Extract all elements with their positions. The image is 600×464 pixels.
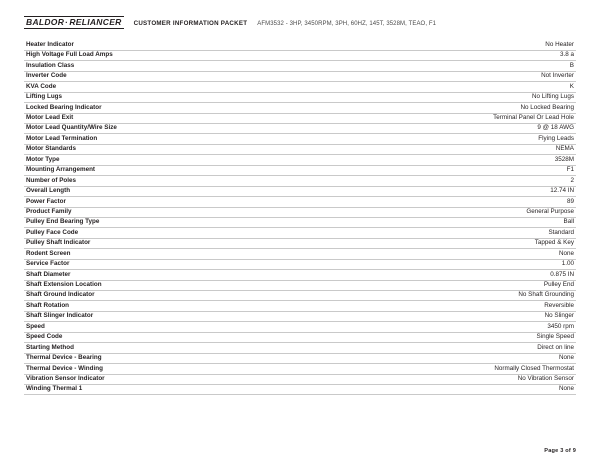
table-row: [24, 134, 576, 144]
spec-label: Insulation Class: [24, 61, 366, 71]
spec-value: None: [366, 384, 576, 394]
spec-value: F1: [366, 165, 576, 175]
spec-label: Heater Indicator: [24, 40, 366, 50]
spec-label: Starting Method: [24, 343, 366, 353]
spec-value: Terminal Panel Or Lead Hole: [366, 113, 576, 123]
table-row: [24, 259, 576, 269]
spec-value: 1.00: [366, 259, 576, 269]
table-row: [24, 92, 576, 102]
spec-label: Lifting Lugs: [24, 92, 366, 102]
spec-label: KVA Code: [24, 82, 366, 92]
spec-label: Service Factor: [24, 259, 366, 269]
spec-value: Pulley End: [366, 280, 576, 290]
table-row: [24, 50, 576, 60]
table-row: [24, 332, 576, 342]
table-row: [24, 238, 576, 248]
spec-value: Reversible: [366, 301, 576, 311]
spec-label: Pulley End Bearing Type: [24, 217, 366, 227]
table-row: [24, 280, 576, 290]
table-row: [24, 124, 576, 134]
document-header: [24, 16, 576, 34]
spec-label: Pulley Face Code: [24, 228, 366, 238]
spec-value: NEMA: [366, 144, 576, 154]
spec-value: 3450 rpm: [366, 322, 576, 332]
table-row: [24, 301, 576, 311]
spec-label: Mounting Arrangement: [24, 165, 366, 175]
page-number: Page 3 of 9: [544, 448, 576, 454]
spec-label: Winding Thermal 1: [24, 384, 366, 394]
spec-label: Number of Poles: [24, 176, 366, 186]
spec-label: Overall Length: [24, 186, 366, 196]
table-row: [24, 384, 576, 394]
table-row: [24, 103, 576, 113]
table-row: [24, 186, 576, 196]
table-row: [24, 374, 576, 384]
spec-label: Speed Code: [24, 332, 366, 342]
spec-label: Locked Bearing Indicator: [24, 103, 366, 113]
brand-separator-icon: ·: [65, 17, 69, 27]
baldor-reliance-logo: [24, 16, 124, 29]
table-row: [24, 217, 576, 227]
table-row: [24, 176, 576, 186]
table-row: [24, 291, 576, 301]
spec-label: Vibration Sensor Indicator: [24, 374, 366, 384]
table-row: [24, 343, 576, 353]
packet-title: CUSTOMER INFORMATION PACKET: [133, 20, 248, 27]
spec-value: Standard: [366, 228, 576, 238]
spec-label: Shaft Ground Indicator: [24, 291, 366, 301]
table-row: [24, 71, 576, 81]
spec-label: Shaft Slinger Indicator: [24, 311, 366, 321]
spec-value: 3528M: [366, 155, 576, 165]
spec-value: Normally Closed Thermostat: [366, 364, 576, 374]
spec-value: General Purpose: [366, 207, 576, 217]
table-row: [24, 311, 576, 321]
spec-label: Product Family: [24, 207, 366, 217]
spec-label: Motor Standards: [24, 144, 366, 154]
spec-value: 3.8 a: [366, 50, 576, 60]
spec-value: No Shaft Grounding: [366, 291, 576, 301]
table-row: [24, 61, 576, 71]
table-row: [24, 165, 576, 175]
spec-value: Ball: [366, 217, 576, 227]
spec-value: Not Inverter: [366, 71, 576, 81]
spec-value: B: [366, 61, 576, 71]
specification-table: [24, 40, 576, 395]
spec-label: Motor Lead Termination: [24, 134, 366, 144]
spec-value: Direct on line: [366, 343, 576, 353]
table-row: [24, 270, 576, 280]
brand-right-text: RELIANCER: [69, 17, 122, 27]
spec-value: None: [366, 249, 576, 259]
specification-table-body: [24, 40, 576, 395]
spec-value: K: [366, 82, 576, 92]
spec-value: 2: [366, 176, 576, 186]
spec-value: None: [366, 353, 576, 363]
spec-label: Thermal Device - Winding: [24, 364, 366, 374]
spec-label: Inverter Code: [24, 71, 366, 81]
spec-value: Single Speed: [366, 332, 576, 342]
spec-label: High Voltage Full Load Amps: [24, 50, 366, 60]
spec-value: Tapped & Key: [366, 238, 576, 248]
table-row: [24, 197, 576, 207]
table-row: [24, 228, 576, 238]
spec-value: 89: [366, 197, 576, 207]
spec-label: Shaft Rotation: [24, 301, 366, 311]
table-row: [24, 144, 576, 154]
spec-label: Thermal Device - Bearing: [24, 353, 366, 363]
spec-value: No Slinger: [366, 311, 576, 321]
spec-value: No Vibration Sensor: [366, 374, 576, 384]
spec-value: 0.875 IN: [366, 270, 576, 280]
table-row: [24, 353, 576, 363]
spec-value: Flying Leads: [366, 134, 576, 144]
spec-value: 12.74 IN: [366, 186, 576, 196]
spec-label: Rodent Screen: [24, 249, 366, 259]
spec-label: Speed: [24, 322, 366, 332]
spec-value: 9 @ 18 AWG: [366, 124, 576, 134]
spec-label: Motor Lead Quantity/Wire Size: [24, 124, 366, 134]
table-row: [24, 364, 576, 374]
table-row: [24, 322, 576, 332]
spec-value: No Locked Bearing: [366, 103, 576, 113]
spec-label: Pulley Shaft Indicator: [24, 238, 366, 248]
brand-left-text: BALDOR: [26, 17, 65, 27]
spec-value: No Heater: [366, 40, 576, 50]
spec-label: Motor Lead Exit: [24, 113, 366, 123]
table-row: [24, 207, 576, 217]
table-row: [24, 82, 576, 92]
spec-label: Shaft Extension Location: [24, 280, 366, 290]
spec-label: Motor Type: [24, 155, 366, 165]
table-row: [24, 249, 576, 259]
spec-label: Shaft Diameter: [24, 270, 366, 280]
table-row: [24, 155, 576, 165]
spec-value: No Lifting Lugs: [366, 92, 576, 102]
packet-description: AFM3532 - 3HP, 3450RPM, 3PH, 60HZ, 145T, 3528M, TEAO, F1: [257, 21, 437, 27]
spec-label: Power Factor: [24, 197, 366, 207]
table-row: [24, 40, 576, 50]
table-row: [24, 113, 576, 123]
